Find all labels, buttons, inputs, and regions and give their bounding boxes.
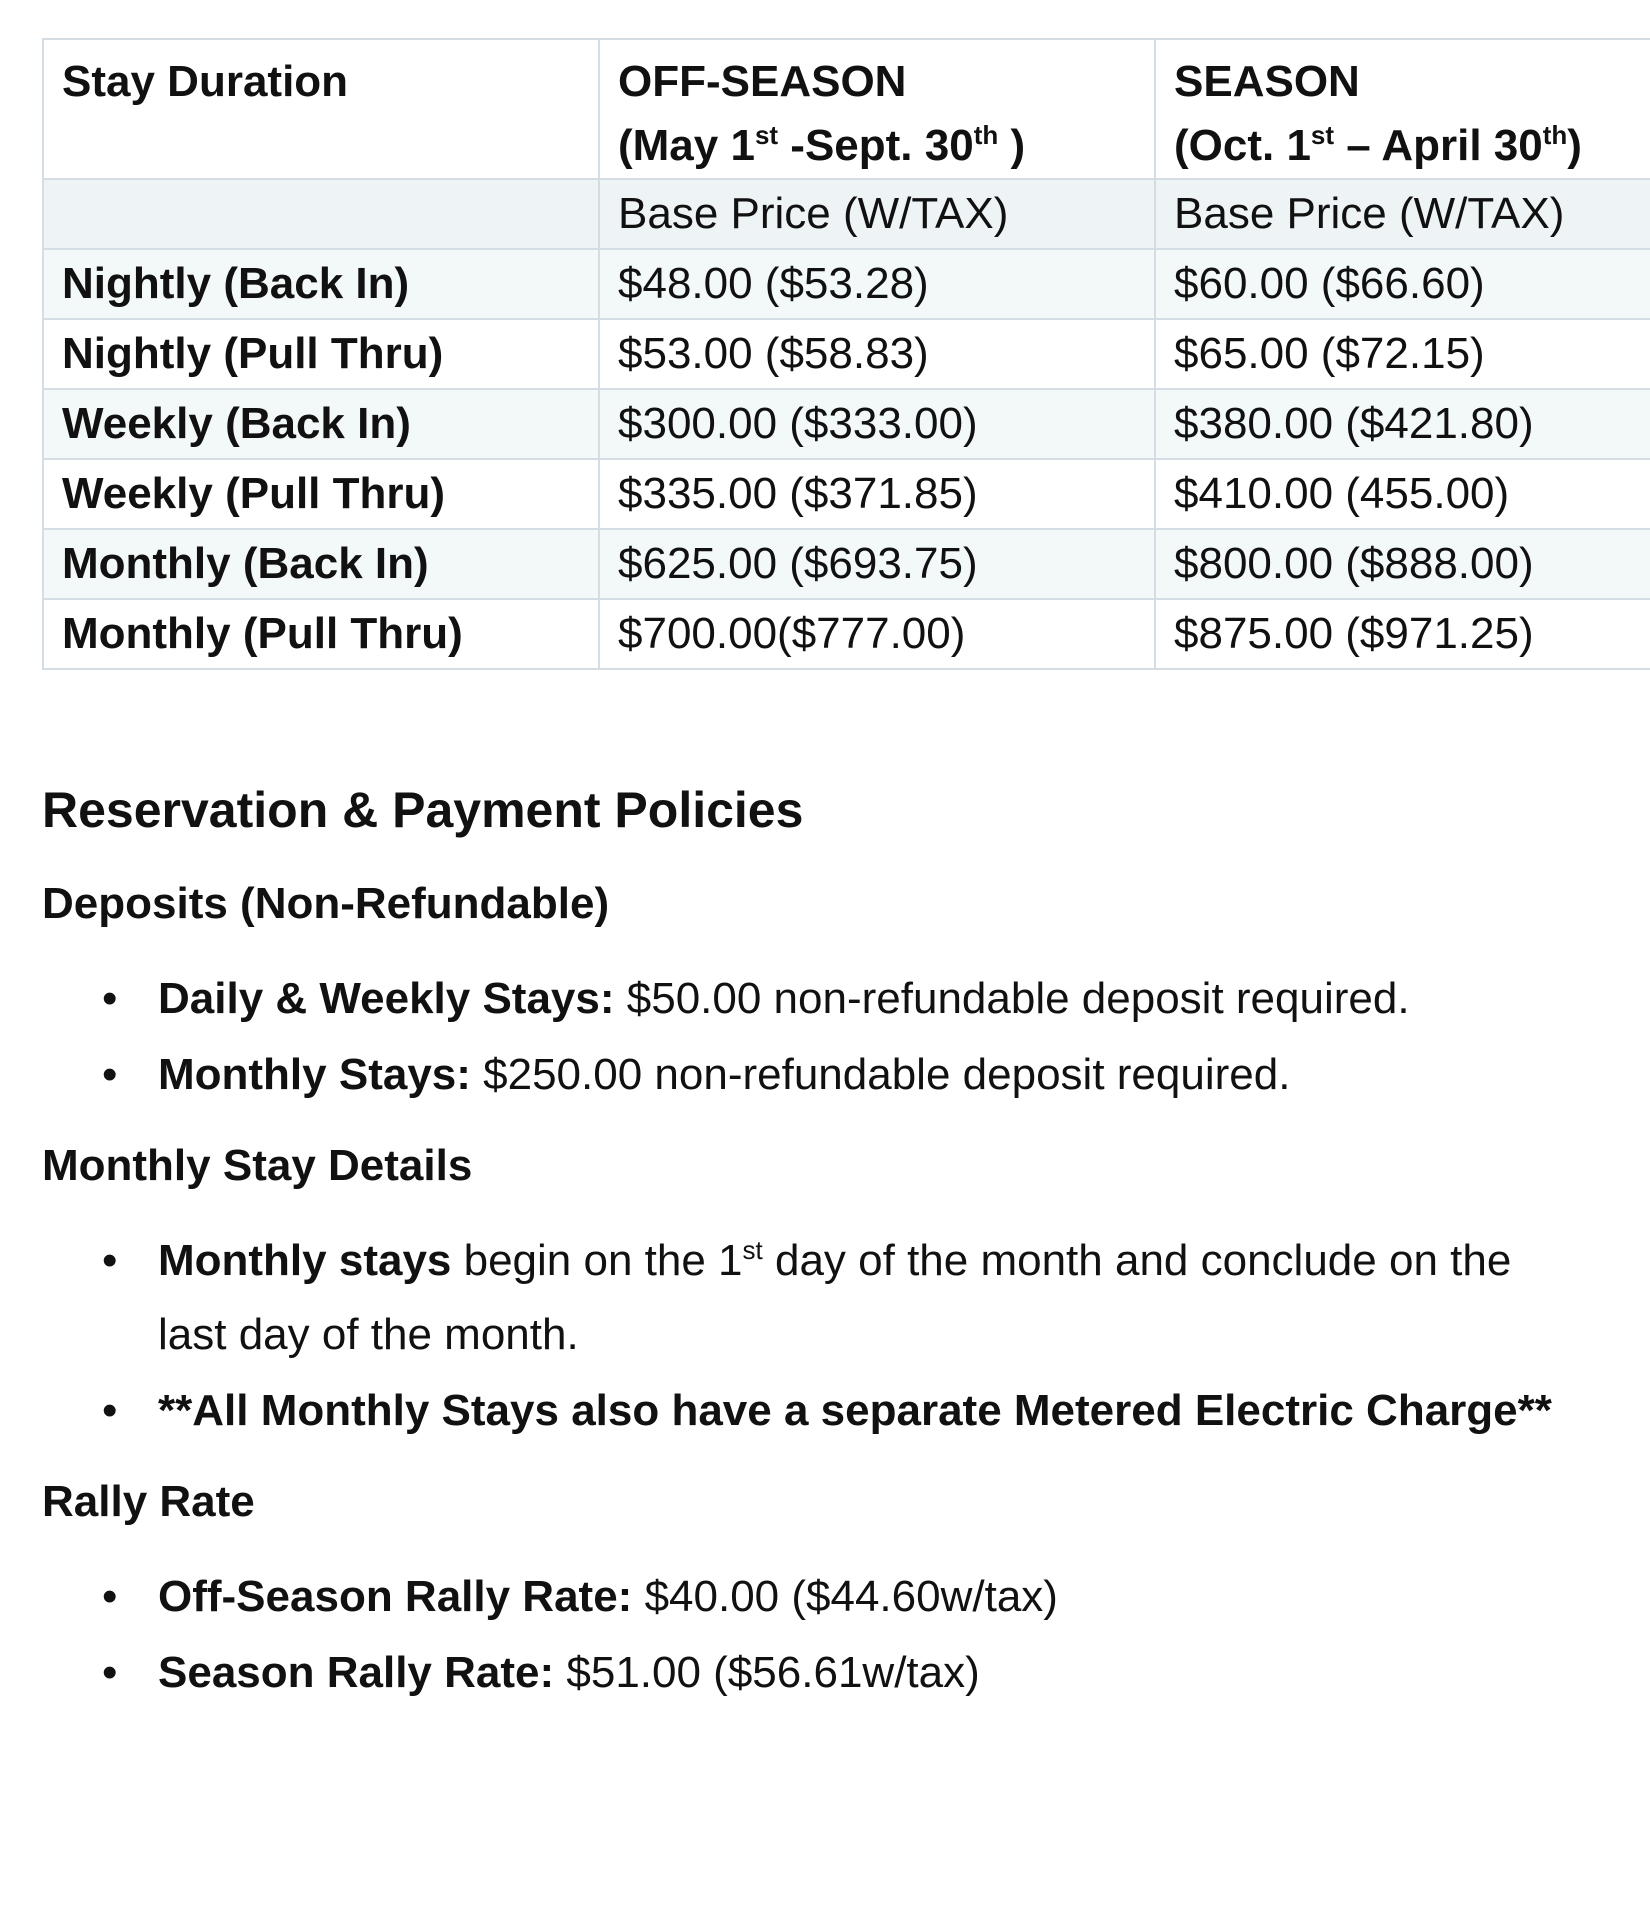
table-subheader-row [43, 179, 1650, 249]
off-season-title: OFF-SEASON [618, 57, 907, 106]
list-item: • **All Monthly Stays also have a separate Metered Electric Charge** [158, 1374, 1578, 1448]
bullet-icon: • [102, 1648, 118, 1697]
rally-list [42, 1560, 1602, 1710]
monthly-heading: Monthly Stay Details [42, 1141, 473, 1190]
row-off-season-price: $300.00 ($333.00) [599, 389, 1155, 459]
header-off-season [599, 39, 1155, 179]
list-item: • Season Rally Rate: $51.00 ($56.61w/tax) [158, 1636, 1578, 1710]
list-item: • Off-Season Rally Rate: $40.00 ($44.60w/tax) [158, 1560, 1578, 1634]
row-off-season-price: $53.00 ($58.83) [599, 319, 1155, 389]
bullet-icon: • [102, 1236, 118, 1285]
row-season-price: $65.00 ($72.15) [1155, 319, 1650, 389]
policies-title: Reservation & Payment Policies [42, 782, 804, 838]
row-duration: Weekly (Pull Thru) [43, 459, 599, 529]
row-season-price: $875.00 ($971.25) [1155, 599, 1650, 669]
row-off-season-price: $700.00($777.00) [599, 599, 1155, 669]
header-season [1155, 39, 1650, 179]
table-row [43, 599, 1650, 669]
policies-section [42, 770, 1602, 1712]
header-stay-duration: Stay Duration [43, 39, 599, 179]
bullet-icon: • [102, 1386, 118, 1435]
list-item: • Monthly Stays: $250.00 non-refundable deposit required. [158, 1038, 1578, 1112]
subheader-duration [43, 179, 599, 249]
row-duration: Nightly (Pull Thru) [43, 319, 599, 389]
off-season-range: (May 1st -Sept. 30th ) [618, 120, 1026, 170]
row-season-price: $800.00 ($888.00) [1155, 529, 1650, 599]
table-header-row [43, 39, 1650, 179]
deposits-heading: Deposits (Non-Refundable) [42, 879, 610, 928]
list-item: • Daily & Weekly Stays: $50.00 non-refundable deposit required. [158, 962, 1578, 1036]
row-duration: Nightly (Back In) [43, 249, 599, 319]
bullet-icon: • [102, 1050, 118, 1099]
row-off-season-price: $335.00 ($371.85) [599, 459, 1155, 529]
row-duration: Monthly (Pull Thru) [43, 599, 599, 669]
row-season-price: $380.00 ($421.80) [1155, 389, 1650, 459]
deposits-list [42, 962, 1602, 1112]
row-duration: Weekly (Back In) [43, 389, 599, 459]
row-season-price: $60.00 ($66.60) [1155, 249, 1650, 319]
table-row [43, 319, 1650, 389]
table-row [43, 389, 1650, 459]
monthly-list [42, 1224, 1602, 1448]
list-item: • Monthly stays begin on the 1st day of the month and conclude on the last day of the month. [158, 1224, 1578, 1372]
row-off-season-price: $48.00 ($53.28) [599, 249, 1155, 319]
season-range: (Oct. 1st – April 30th) [1174, 120, 1582, 170]
rally-heading: Rally Rate [42, 1477, 255, 1526]
season-title: SEASON [1174, 57, 1360, 106]
row-season-price: $410.00 (455.00) [1155, 459, 1650, 529]
row-duration: Monthly (Back In) [43, 529, 599, 599]
table-row [43, 249, 1650, 319]
bullet-icon: • [102, 974, 118, 1023]
table-row [43, 529, 1650, 599]
rate-table [42, 38, 1650, 670]
row-off-season-price: $625.00 ($693.75) [599, 529, 1155, 599]
subheader-off-season: Base Price (W/TAX) [599, 179, 1155, 249]
bullet-icon: • [102, 1572, 118, 1621]
subheader-season: Base Price (W/TAX) [1155, 179, 1650, 249]
table-row [43, 459, 1650, 529]
